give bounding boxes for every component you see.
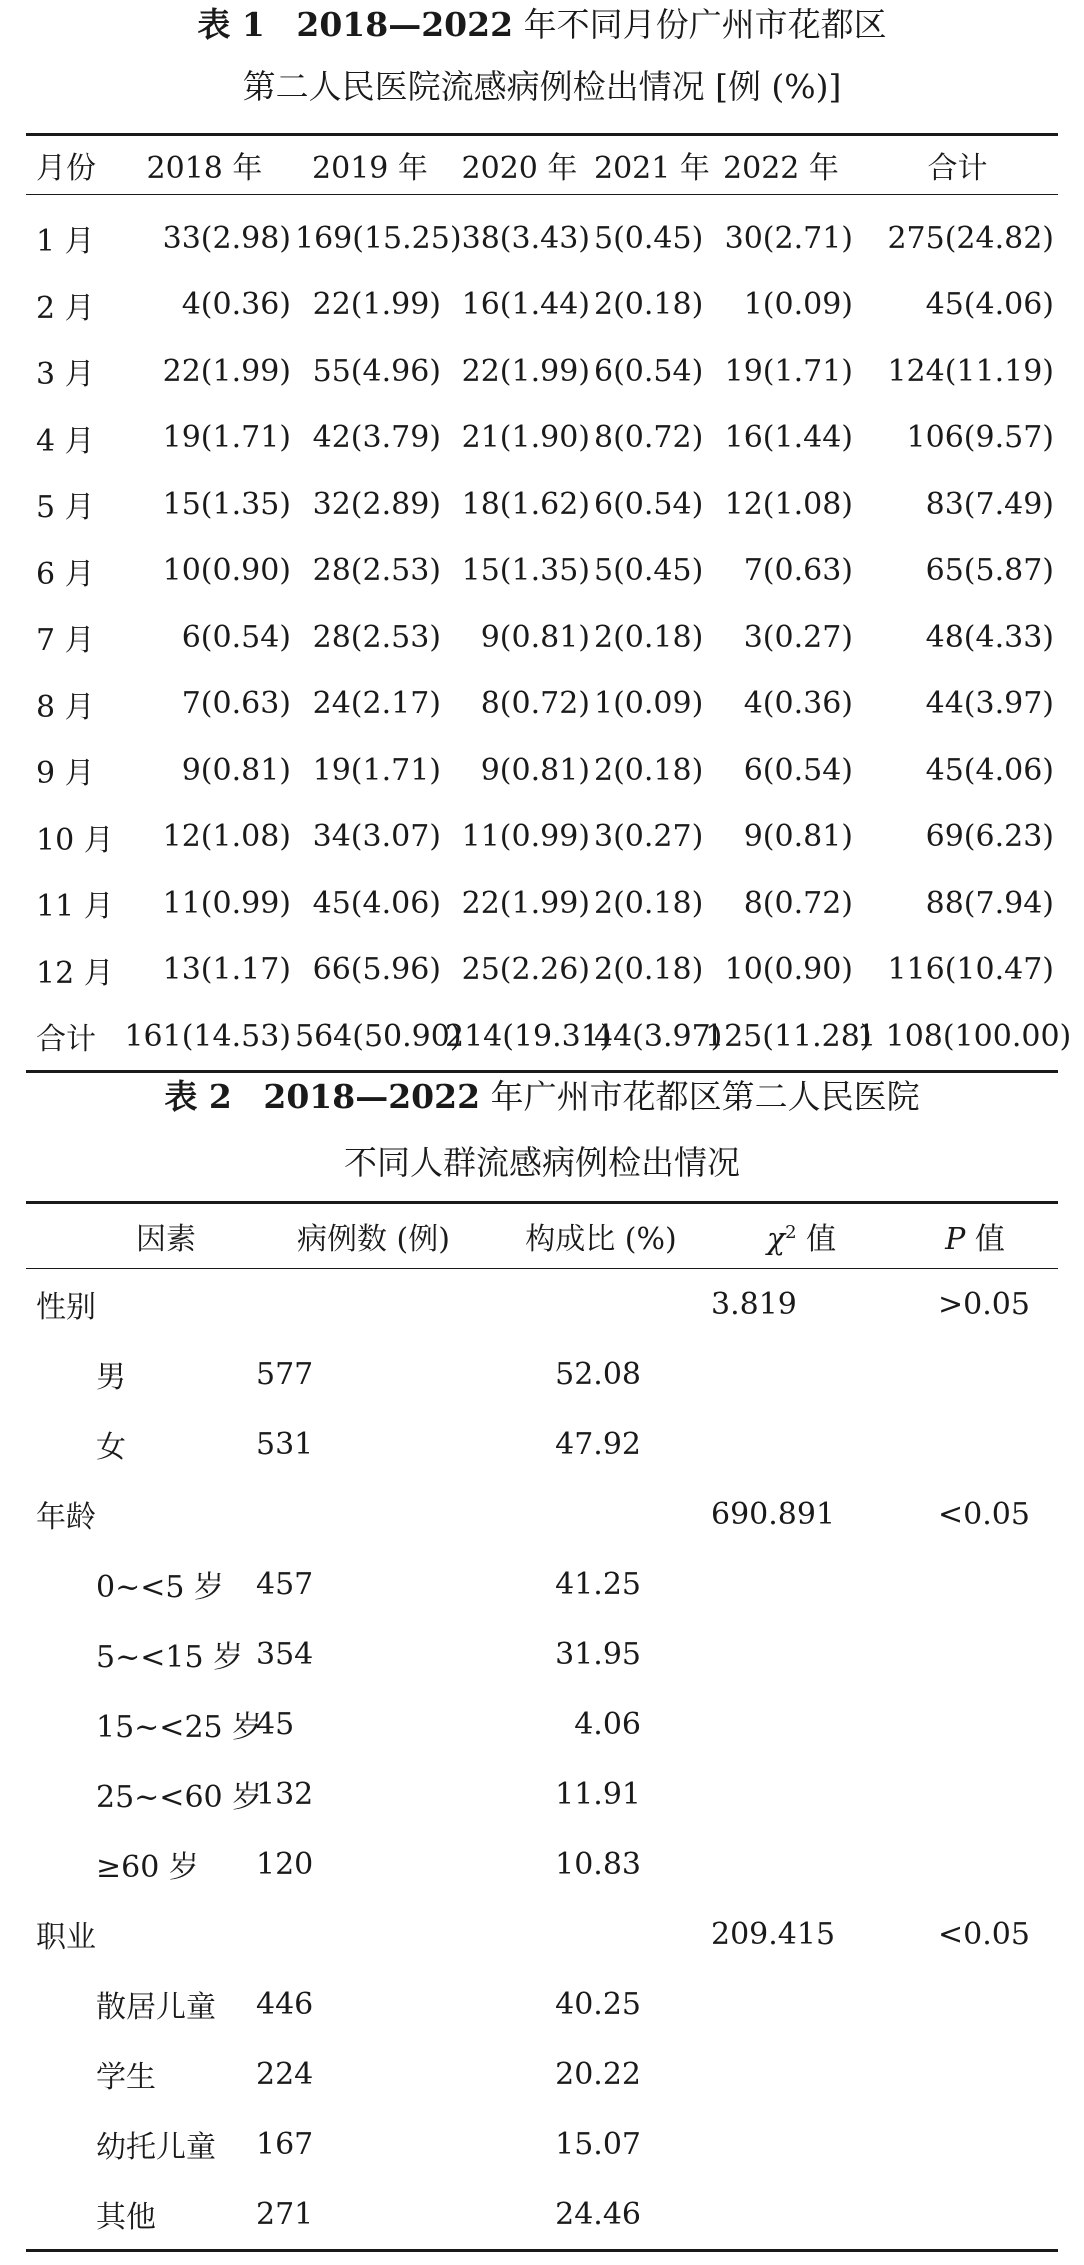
table1-cell-2021: 6(0.54) <box>594 486 704 522</box>
table2-group-row <box>26 1899 1058 1969</box>
table1-row <box>26 804 1058 871</box>
table2-cell-p-value <box>892 2109 1058 2179</box>
table2-cell-chi-square: 209.415 <box>711 1916 836 1952</box>
table2-cell-ratio <box>491 1479 711 1549</box>
table2-header-p <box>892 1203 1058 1269</box>
table1-cell-month: 5 月 <box>36 490 95 526</box>
table1-header-2021: 2021 年 <box>594 135 705 195</box>
table2-row <box>26 2109 1058 2179</box>
table2-cell-ratio: 20.22 <box>555 2056 641 2092</box>
chi-symbol: χ <box>766 1222 786 1257</box>
table2-cell-cases: 120 <box>256 1846 314 1882</box>
table1-cell-total: 88(7.94) <box>925 885 1054 921</box>
table1-cell-total: 48(4.33) <box>925 619 1054 655</box>
table1-cell-2022: 7(0.63) <box>743 553 853 589</box>
table2-row <box>26 2039 1058 2109</box>
table1-header-month: 月份 <box>26 135 114 195</box>
table2-cell-cases: 354 <box>256 1636 314 1672</box>
table2-cell-cases <box>256 1479 491 1549</box>
table2-header-ratio: 构成比 (%) <box>491 1203 711 1269</box>
table1-cell-2020: 18(1.62) <box>461 486 590 522</box>
table2-title-line2: 不同人群流感病例检出情况 <box>344 1143 740 1182</box>
table1-cell-2022: 6(0.54) <box>743 752 853 788</box>
table2-cell-p-value <box>892 1619 1058 1689</box>
table2-group-row <box>26 1479 1058 1549</box>
table2-cell-p-value <box>892 1829 1058 1899</box>
table1-cell-2018: 10(0.90) <box>162 553 291 589</box>
table2-cell-ratio: 11.91 <box>555 1776 641 1812</box>
table2-cell-p-value: >0.05 <box>938 1286 1030 1322</box>
table2-cell-p-value <box>892 1689 1058 1759</box>
table1-cell-2020: 15(1.35) <box>461 553 590 589</box>
table1-cell-2018: 22(1.99) <box>162 353 291 389</box>
table1-cell-2021: 8(0.72) <box>594 420 704 456</box>
table2-cell-factor: 5~<15 岁 <box>96 1640 244 1675</box>
table2-header-factor: 因素 <box>26 1203 256 1269</box>
table1-header-2022: 2022 年 <box>705 135 857 195</box>
table2-cell-cases <box>256 1899 491 1969</box>
table1-cell-2021: 3(0.27) <box>594 819 704 855</box>
table1-cell-2020: 9(0.81) <box>480 619 590 655</box>
table1-cell-total: 1 108(100.00) <box>857 1018 1072 1054</box>
table1-monthly-cases <box>26 133 1072 1073</box>
table1-header-2018: 2018 年 <box>114 135 295 195</box>
table1-row <box>26 195 1058 272</box>
table2-cell-cases: 271 <box>256 2196 314 2232</box>
table2-cell-ratio: 41.25 <box>555 1566 641 1602</box>
table1-cell-2021: 2(0.18) <box>594 619 704 655</box>
table2-cell-ratio <box>491 1269 711 1340</box>
table1-cell-2019: 19(1.71) <box>312 752 441 788</box>
table1-row <box>26 405 1058 472</box>
table2-cell-p-value <box>892 1969 1058 2039</box>
table1-row <box>26 338 1058 405</box>
table2-cell-ratio: 4.06 <box>574 1706 641 1742</box>
table1-cell-2019: 66(5.96) <box>312 952 441 988</box>
table1-cell-2021: 44(3.97) <box>594 1018 723 1054</box>
table1-cell-2019: 55(4.96) <box>312 353 441 389</box>
table2-title-line1 <box>0 1077 1084 1116</box>
table1-cell-month: 1 月 <box>36 224 95 260</box>
table2-cell-cases: 577 <box>256 1356 314 1392</box>
table1-cell-2022: 30(2.71) <box>724 220 853 256</box>
table1-cell-2021: 1(0.09) <box>594 686 704 722</box>
table2-cell-cases: 132 <box>256 1776 314 1812</box>
table1-cell-2018: 15(1.35) <box>162 486 291 522</box>
table2-cell-chi-square <box>711 1689 892 1759</box>
table2-row <box>26 1549 1058 1619</box>
table2-row <box>26 1339 1058 1409</box>
table1-cell-2022: 19(1.71) <box>724 353 853 389</box>
table1-cell-month: 11 月 <box>36 889 114 925</box>
table2-cell-chi-square <box>711 1969 892 2039</box>
table1-cell-2018: 13(1.17) <box>162 952 291 988</box>
table2-row <box>26 2179 1058 2251</box>
table1-body <box>26 195 1072 1072</box>
table2-cell-factor: 女 <box>96 1430 126 1465</box>
table2-cell-chi-square <box>711 1619 892 1689</box>
table2-cell-p-value <box>892 2039 1058 2109</box>
table1-cell-2021: 5(0.45) <box>594 220 704 256</box>
table1-cell-2019: 169(15.25) <box>295 220 462 256</box>
table1-cell-2018: 9(0.81) <box>181 752 291 788</box>
table1-cell-2018: 6(0.54) <box>181 619 291 655</box>
table2-cell-factor: 性别 <box>36 1290 96 1325</box>
table1-cell-2018: 161(14.53) <box>124 1018 291 1054</box>
table1-cell-2022: 8(0.72) <box>743 885 853 921</box>
table1-cell-2018: 4(0.36) <box>181 287 291 323</box>
table1-title-rest: 年不同月份广州市花都区 <box>523 5 887 44</box>
table1-cell-2020: 25(2.26) <box>461 952 590 988</box>
table2-title-range: 2018—2022 <box>263 1077 481 1116</box>
table2-cell-cases: 224 <box>256 2056 314 2092</box>
table1-cell-2019: 45(4.06) <box>312 885 441 921</box>
table2-title-rest: 年广州市花都区第二人民医院 <box>490 1077 920 1116</box>
table2-cell-cases: 45 <box>256 1706 295 1742</box>
table2-cell-factor: 幼托儿童 <box>96 2130 216 2165</box>
table2-cell-p-value <box>892 1549 1058 1619</box>
table1-row <box>26 870 1058 937</box>
table1-cell-2018: 12(1.08) <box>162 819 291 855</box>
table1-cell-2020: 22(1.99) <box>461 353 590 389</box>
table2-title-label: 表 2 <box>164 1077 232 1116</box>
table2-cell-p-value: <0.05 <box>938 1496 1030 1532</box>
table2-cell-ratio: 24.46 <box>555 2196 641 2232</box>
table1-cell-total: 44(3.97) <box>925 686 1054 722</box>
table2-cell-cases: 531 <box>256 1426 314 1462</box>
table1-cell-2018: 19(1.71) <box>162 420 291 456</box>
table1-cell-2020: 22(1.99) <box>461 885 590 921</box>
table2-cell-p-value <box>892 2179 1058 2251</box>
table1-row <box>26 737 1058 804</box>
table2-header-row <box>26 1203 1058 1269</box>
table1-cell-2022: 1(0.09) <box>743 287 853 323</box>
table1-title-range: 2018—2022 <box>296 5 514 44</box>
table1-cell-month: 7 月 <box>36 623 95 659</box>
table1-header-total: 合计 <box>857 135 1058 195</box>
table2-cell-factor: 职业 <box>36 1920 96 1955</box>
table2-cell-chi-square <box>711 1759 892 1829</box>
table1-cell-2021: 2(0.18) <box>594 287 704 323</box>
table2-cell-factor: ≥60 岁 <box>96 1850 199 1885</box>
table1-cell-total: 83(7.49) <box>925 486 1054 522</box>
table1-cell-2019: 28(2.53) <box>312 619 441 655</box>
table2-cell-factor: 25~<60 岁 <box>96 1780 263 1815</box>
table2-cell-chi-square: 690.891 <box>711 1496 836 1532</box>
table1-cell-month: 3 月 <box>36 357 95 393</box>
table2-cell-ratio: 15.07 <box>555 2126 641 2162</box>
table1-cell-2022: 4(0.36) <box>743 686 853 722</box>
table2-cell-factor: 学生 <box>96 2060 156 2095</box>
table1-cell-month: 8 月 <box>36 689 95 725</box>
table1-cell-month: 4 月 <box>36 423 95 459</box>
table1-cell-2022: 12(1.08) <box>724 486 853 522</box>
table2-cell-p-value <box>892 1409 1058 1479</box>
table1-cell-2022: 16(1.44) <box>724 420 853 456</box>
table2-population-cases <box>26 1201 1058 2252</box>
table1-row <box>26 671 1058 738</box>
table1-cell-2022: 3(0.27) <box>743 619 853 655</box>
table2-header-chi <box>711 1203 892 1269</box>
chi-superscript: 2 <box>785 1222 797 1243</box>
table1-cell-month: 合计 <box>36 1022 96 1058</box>
table1-cell-2021: 2(0.18) <box>594 885 704 921</box>
table1-cell-2022: 10(0.90) <box>724 952 853 988</box>
table2-cell-cases <box>256 1269 491 1340</box>
table1-row <box>26 272 1058 339</box>
table1-title-line1 <box>0 5 1084 44</box>
table2-cell-factor: 其他 <box>96 2200 156 2235</box>
table1-cell-2019: 42(3.79) <box>312 420 441 456</box>
table2-cell-factor: 男 <box>96 1360 126 1395</box>
table1-cell-total: 69(6.23) <box>925 819 1054 855</box>
table1-cell-month: 12 月 <box>36 955 114 991</box>
table2-cell-chi-square <box>711 2179 892 2251</box>
table1-cell-total: 124(11.19) <box>887 353 1054 389</box>
table1-title-line2: 第二人民医院流感病例检出情况 [例 (%)] <box>242 67 842 106</box>
table2-cell-chi-square <box>711 1829 892 1899</box>
table1-cell-2018: 7(0.63) <box>181 686 291 722</box>
table2-row <box>26 1759 1058 1829</box>
table2-row <box>26 1409 1058 1479</box>
table1-cell-2019: 34(3.07) <box>312 819 441 855</box>
table1-cell-2019: 564(50.90) <box>295 1018 462 1054</box>
table2-cell-cases: 446 <box>256 1986 314 2022</box>
table2-cell-chi-square <box>711 1409 892 1479</box>
table2-cell-chi-square <box>711 2109 892 2179</box>
table2-cell-ratio: 31.95 <box>555 1636 641 1672</box>
table1-header-2019: 2019 年 <box>295 135 445 195</box>
table1-row <box>26 604 1058 671</box>
table1-cell-2021: 2(0.18) <box>594 952 704 988</box>
table1-cell-month: 9 月 <box>36 756 95 792</box>
table2-cell-ratio: 10.83 <box>555 1846 641 1882</box>
table1-cell-2020: 11(0.99) <box>461 819 590 855</box>
table1-cell-2019: 28(2.53) <box>312 553 441 589</box>
table1-cell-2022: 9(0.81) <box>743 819 853 855</box>
table1-cell-total: 45(4.06) <box>925 287 1054 323</box>
table1-cell-2019: 24(2.17) <box>312 686 441 722</box>
table2-cell-chi-square <box>711 1549 892 1619</box>
table1-cell-total: 275(24.82) <box>887 220 1054 256</box>
table1-cell-2021: 6(0.54) <box>594 353 704 389</box>
table1-cell-2021: 5(0.45) <box>594 553 704 589</box>
table2-row <box>26 1829 1058 1899</box>
table1-cell-2019: 22(1.99) <box>312 287 441 323</box>
table2-cell-factor: 0~<5 岁 <box>96 1570 224 1605</box>
chi-suffix: 值 <box>796 1222 837 1257</box>
table1-cell-2020: 214(19.31) <box>445 1018 612 1054</box>
table2-cell-chi-square <box>711 2039 892 2109</box>
table1-cell-2020: 16(1.44) <box>461 287 590 323</box>
table2-row <box>26 1619 1058 1689</box>
table1-cell-2020: 38(3.43) <box>461 220 590 256</box>
table2-body <box>26 1269 1058 2251</box>
table2-cell-p-value: <0.05 <box>938 1916 1030 1952</box>
table1-row <box>26 471 1058 538</box>
p-suffix: 值 <box>965 1222 1005 1257</box>
table1-cell-month: 2 月 <box>36 290 95 326</box>
table2-cell-ratio: 40.25 <box>555 1986 641 2022</box>
table1-cell-month: 10 月 <box>36 822 114 858</box>
table1-cell-2020: 8(0.72) <box>480 686 590 722</box>
table2-cell-p-value <box>892 1339 1058 1409</box>
table1-title-label: 表 1 <box>197 5 265 44</box>
table2-cell-ratio: 52.08 <box>555 1356 641 1392</box>
table2-cell-chi-square <box>711 1339 892 1409</box>
table2-group-row <box>26 1269 1058 1340</box>
table1-cell-2022: 125(11.28) <box>705 1018 872 1054</box>
table1-cell-total: 106(9.57) <box>906 420 1054 456</box>
table1-cell-2020: 21(1.90) <box>461 420 590 456</box>
table2-cell-ratio <box>491 1899 711 1969</box>
table1-cell-2018: 11(0.99) <box>162 885 291 921</box>
table1-row <box>26 937 1058 1004</box>
table1-cell-total: 116(10.47) <box>887 952 1054 988</box>
table1-cell-total: 45(4.06) <box>925 752 1054 788</box>
table2-header-cases: 病例数 (例) <box>256 1203 491 1269</box>
table2-cell-chi-square: 3.819 <box>711 1286 797 1322</box>
p-symbol: P <box>945 1222 966 1257</box>
table2-row <box>26 1689 1058 1759</box>
table2-cell-factor: 15~<25 岁 <box>96 1710 263 1745</box>
table2-cell-p-value <box>892 1759 1058 1829</box>
table1-row <box>26 1003 1058 1071</box>
table2-cell-cases: 457 <box>256 1566 314 1602</box>
table2-cell-factor: 年龄 <box>36 1500 96 1535</box>
table2-cell-factor: 散居儿童 <box>96 1990 216 2025</box>
table2-cell-cases: 167 <box>256 2126 314 2162</box>
table1-cell-month: 6 月 <box>36 556 95 592</box>
table2-cell-ratio: 47.92 <box>555 1426 641 1462</box>
table1-row <box>26 538 1058 605</box>
table1-header-2020: 2020 年 <box>445 135 594 195</box>
table2-row <box>26 1969 1058 2039</box>
table1-header-row <box>26 135 1058 195</box>
table1-cell-2021: 2(0.18) <box>594 752 704 788</box>
table1-cell-2019: 32(2.89) <box>312 486 441 522</box>
table1-cell-2020: 9(0.81) <box>480 752 590 788</box>
table1-cell-total: 65(5.87) <box>925 553 1054 589</box>
table1-cell-2018: 33(2.98) <box>162 220 291 256</box>
